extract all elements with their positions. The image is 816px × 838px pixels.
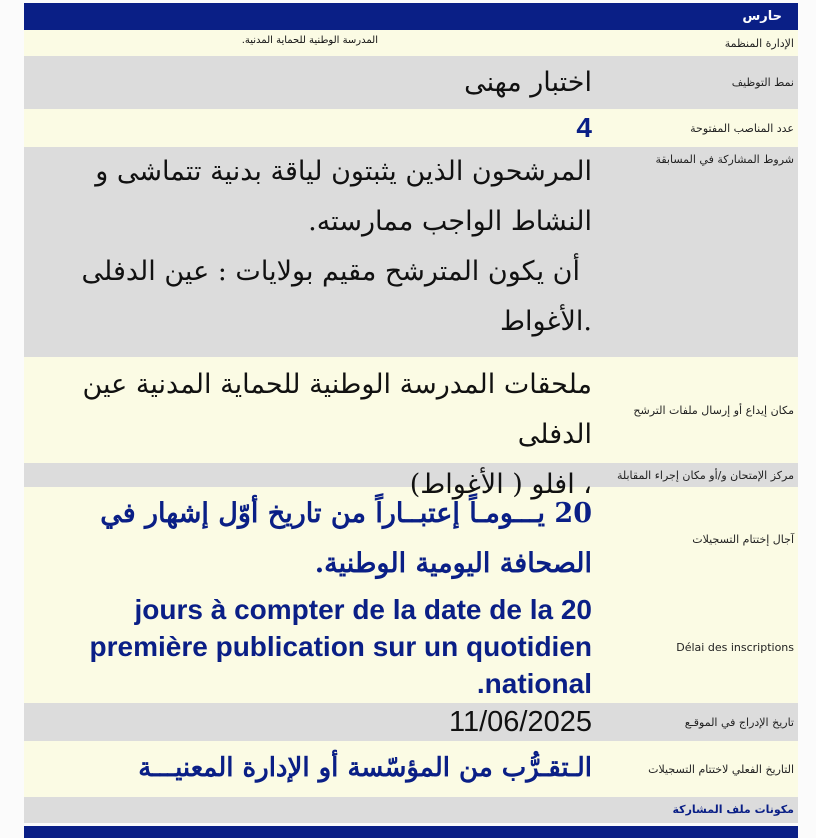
row-recruitment xyxy=(24,56,798,109)
value-posted: 11/06/2025 xyxy=(449,706,592,738)
label-recruitment: نمط التوظيف xyxy=(731,76,794,89)
section-title-dossier: مكونات ملف المشاركة xyxy=(24,797,798,823)
value-positions: 4 xyxy=(576,112,592,143)
row-posted xyxy=(24,703,798,741)
conditions-line-2: النشاط الواجب ممارسته. xyxy=(308,206,592,237)
bottom-header-bar xyxy=(24,826,798,838)
conditions-line-3: أن يكون المترشح مقيم بولايات : عين الدفلى xyxy=(81,256,580,287)
row-exam-center xyxy=(24,463,798,487)
label-deposit: مكان إيداع أو إرسال ملفات الترشح xyxy=(633,403,794,417)
label-positions: عدد المناصب المفتوحة xyxy=(690,121,794,135)
value-exam-center xyxy=(24,463,596,487)
row-conditions xyxy=(24,147,798,357)
deadline-line-2: الصحافة اليومية الوطنية. xyxy=(314,548,592,579)
value-recruitment: اختبار مهنى xyxy=(464,67,592,98)
value-organizer: المدرسة الوطنية للحماية المدنية. xyxy=(241,35,378,46)
label-exam-center: مركز الإمتحان و/أو مكان إجراء المقابلة xyxy=(616,468,794,482)
value-deadline xyxy=(24,487,596,591)
label-deadline: آجال إختتام التسجيلات xyxy=(692,532,794,546)
value-deposit xyxy=(24,357,596,500)
label-conditions: شروط المشاركة في المسابقة xyxy=(655,153,794,166)
deposit-line-1: ملحقات المدرسة الوطنية للحماية المدنية عين الدفلى xyxy=(82,369,592,450)
delai-line-3: .national xyxy=(476,668,592,699)
value-conditions xyxy=(24,147,596,357)
label-posted: تاريخ الإدراج في الموقـع xyxy=(684,715,794,729)
deposit-line-2: ، افلو ( الأغواط) xyxy=(409,469,592,500)
job-title-header: حارس xyxy=(24,3,798,30)
row-positions xyxy=(24,109,798,147)
row-organizer xyxy=(24,30,798,56)
row-actual-closing xyxy=(24,741,798,797)
label-actual-closing: التاريخ الفعلي لاختتام التسجيلات xyxy=(648,762,794,776)
row-delai xyxy=(24,591,798,703)
label-delai: Délai des inscriptions xyxy=(676,640,794,654)
job-detail-table xyxy=(24,3,798,823)
deadline-line-1: 20 يـــومـاً إعتبــاراً من تاريخ أوّل إشهار في xyxy=(100,498,592,529)
conditions-line-1: المرشحون الذين يثبتون لياقة بدنية تتماشى و xyxy=(95,156,592,187)
delai-line-1: jours à compter de la date de la 20 xyxy=(134,594,592,625)
value-actual-closing: الـتقـرُّب من المؤسّسة أو الإدارة المعنيـــة xyxy=(138,753,592,783)
label-organizer: الإدارة المنظمة xyxy=(724,36,794,50)
row-deadline xyxy=(24,487,798,591)
delai-line-2: première publication sur un quotidien xyxy=(89,631,592,662)
value-delai xyxy=(24,591,596,703)
conditions-line-4: .الأغواط xyxy=(499,306,592,337)
